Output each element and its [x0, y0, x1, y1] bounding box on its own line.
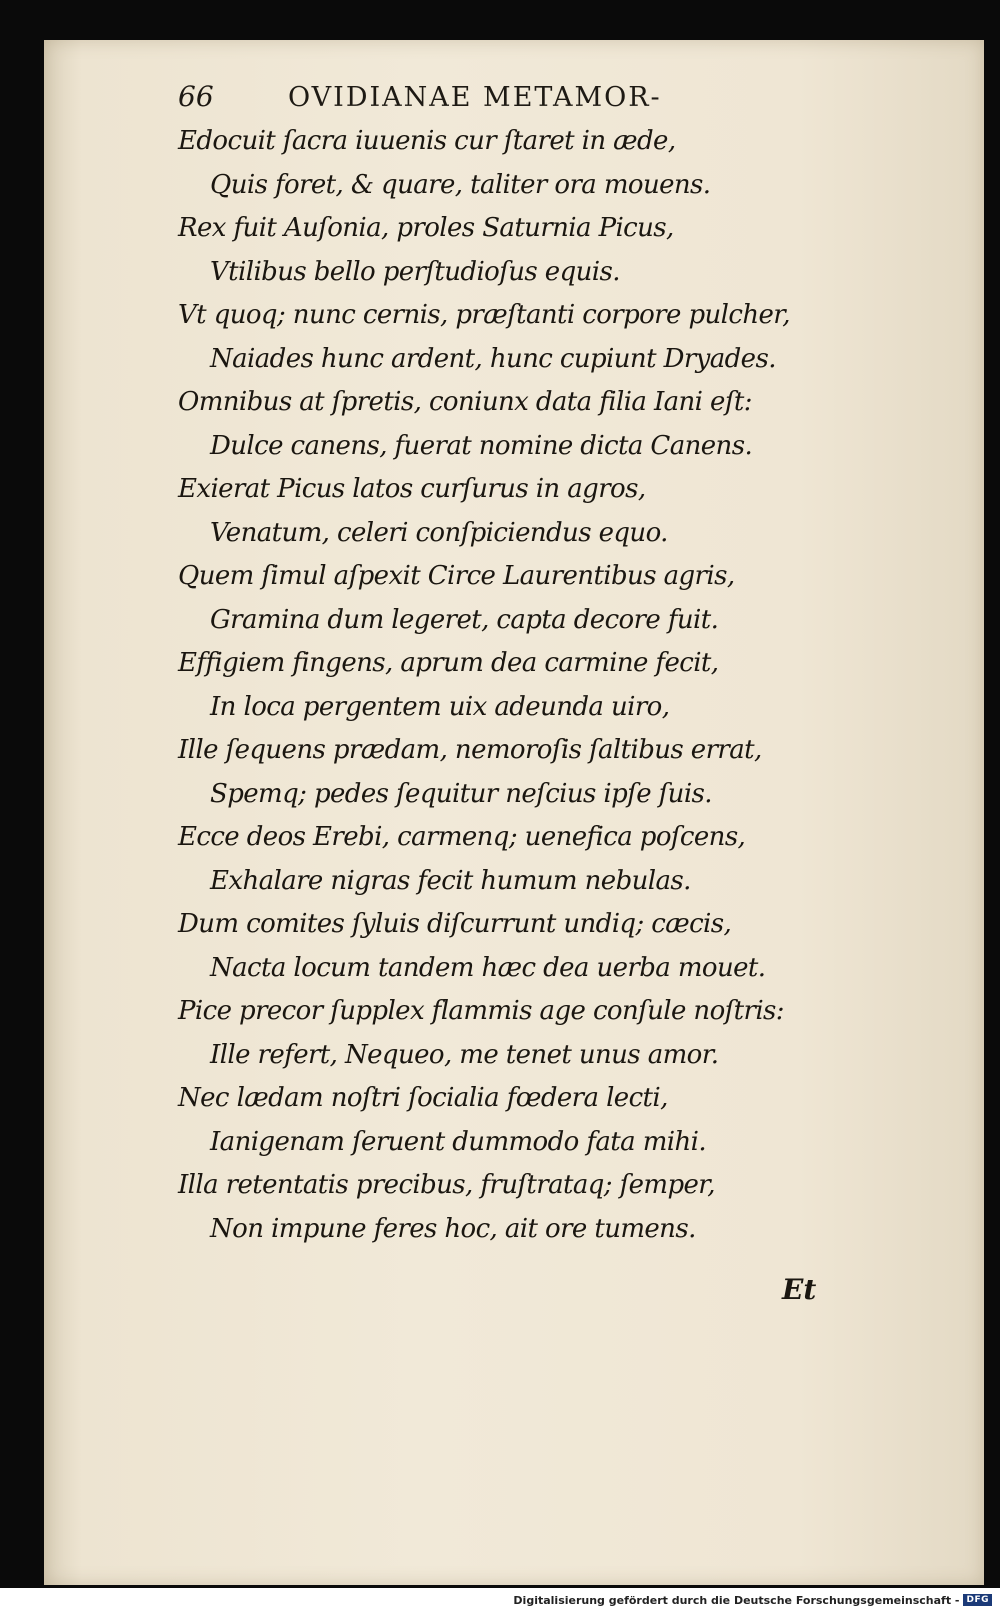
verse-line: Quem ſimul aſpexit Circe Laurentibus agris,	[178, 561, 735, 591]
verse-line: Exhalare nigras fecit humum nebulas.	[210, 865, 691, 896]
verse-line: Non impune feres hoc, ait ore tumens.	[210, 1213, 696, 1244]
verse-line: Omnibus at ſpretis, coniunx data filia Iani eſt:	[178, 387, 752, 417]
verse-line: Effigiem fingens, aprum dea carmine fecit,	[178, 648, 719, 678]
page-number: 66	[178, 80, 214, 113]
verse-line: Spemq; pedes ſequitur neſcius ipſe ſuis.	[210, 778, 712, 809]
verse-line: Nacta locum tandem hæc dea uerba mouet.	[210, 952, 766, 983]
verse-line: Gramina dum legeret, capta decore fuit.	[210, 604, 719, 635]
verse-line: Dulce canens, fuerat nomine dicta Canens.	[210, 430, 753, 461]
verse-line: Ille refert, Nequeo, me tenet unus amor.	[210, 1039, 719, 1070]
catchword: Et	[782, 1273, 817, 1306]
dfg-logo: DFG	[963, 1594, 992, 1606]
verse-line: Edocuit ſacra iuuenis cur ſtaret in æde,	[178, 126, 676, 156]
verse-line: Rex fuit Auſonia, proles Saturnia Picus,	[178, 213, 674, 243]
verse-line: Illa retentatis precibus, fruſtrataq; ſemper,	[178, 1170, 715, 1200]
verse-line: Ecce deos Erebi, carmenq; uenefica poſcens,	[178, 822, 746, 852]
verse-line: Venatum, celeri conſpiciendus equo.	[210, 517, 668, 548]
verse-line: Ianigenam ſeruent dummodo fata mihi.	[210, 1126, 707, 1157]
verse-line: Dum comites ſyluis diſcurrunt undiq; cæcis,	[178, 909, 732, 939]
verse-line: Quis foret, & quare, taliter ora mouens.	[210, 169, 711, 200]
verse-line: Exierat Picus latos curſurus in agros,	[178, 474, 646, 504]
verse-line: In loca pergentem uix adeunda uiro,	[210, 691, 670, 722]
verse-line: Vtilibus bello perſtudioſus equis.	[210, 256, 620, 287]
digitization-footer	[513, 1592, 992, 1608]
verse-line: Pice precor ſupplex flammis age conſule noſtris:	[178, 996, 784, 1026]
page-header	[178, 80, 738, 120]
running-head: OVIDIANAE METAMOR-	[288, 82, 662, 113]
verse-line: Ille ſequens prædam, nemoroſis ſaltibus errat,	[178, 735, 762, 765]
verse-list	[178, 120, 858, 1251]
verse-line: Naiades hunc ardent, hunc cupiunt Dryades.	[210, 343, 776, 374]
verse-line: Nec lædam noſtri ſocialia fœdera lecti,	[178, 1083, 668, 1113]
funding-credit: Digitalisierung gefördert durch die Deutsche Forschungsgemeinschaft -	[513, 1593, 960, 1607]
verse-line: Vt quoq; nunc cernis, præſtanti corpore pulcher,	[178, 300, 790, 330]
